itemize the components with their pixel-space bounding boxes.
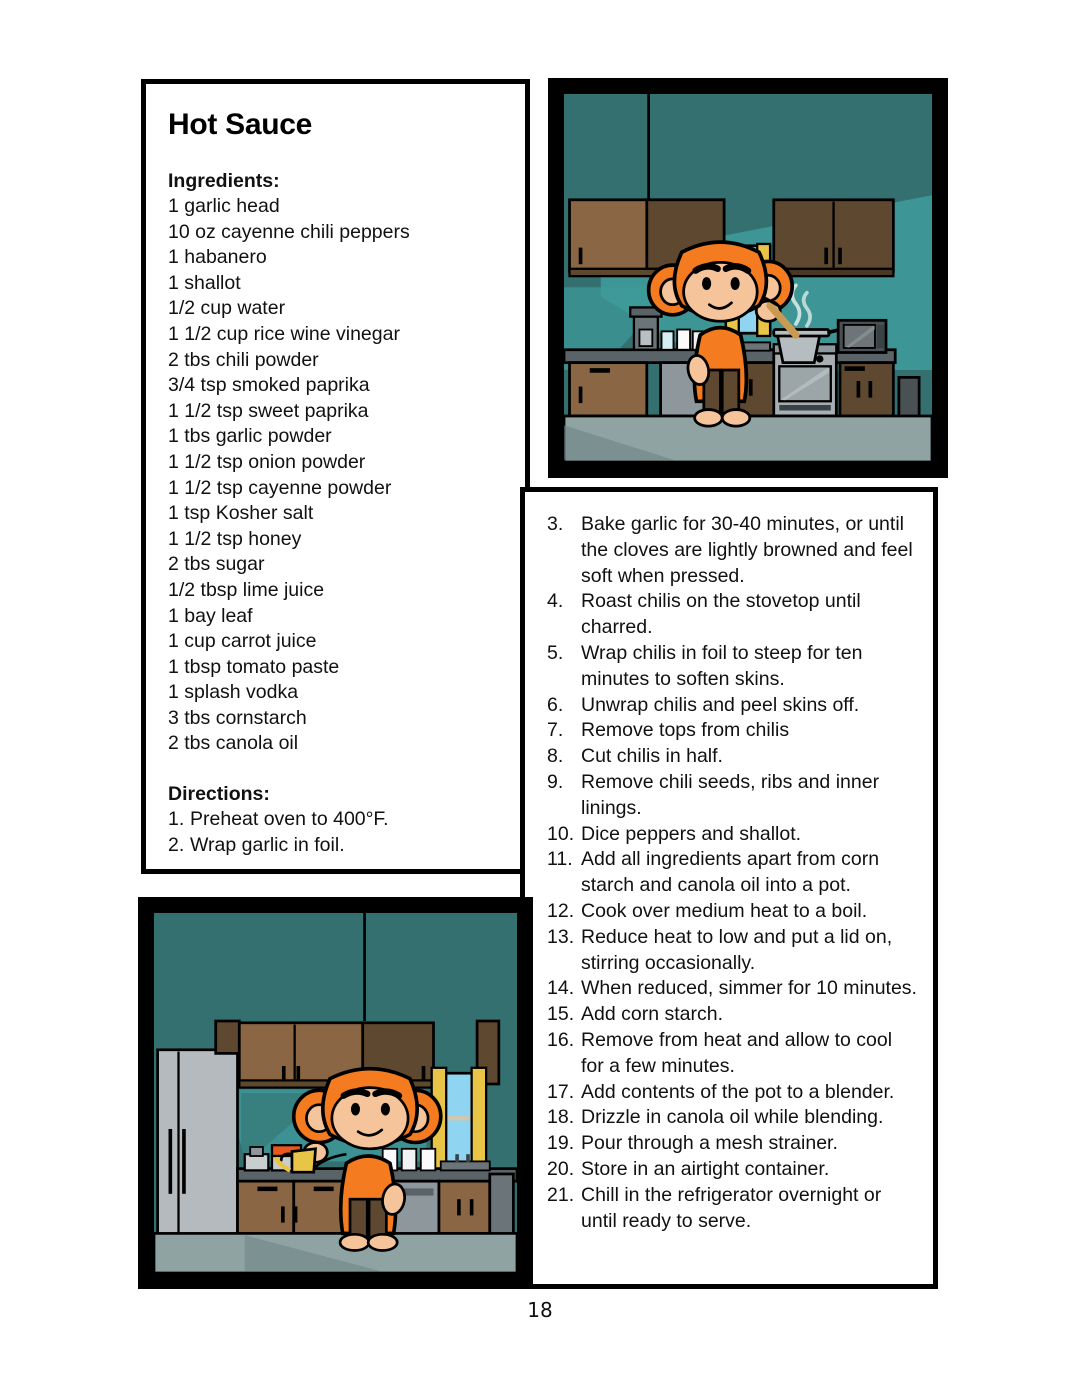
direction-item — [547, 899, 919, 925]
direction-item — [547, 1183, 919, 1235]
direction-item — [547, 512, 919, 589]
directions-panel — [520, 487, 938, 1289]
direction-text: Wrap garlic in foil. — [190, 833, 345, 856]
ingredient-item: 2 tbs chili powder — [168, 348, 319, 371]
ingredient-item: 2 tbs canola oil — [168, 732, 299, 755]
direction-text: Add corn starch. — [581, 1003, 723, 1026]
direction-item — [168, 807, 503, 833]
direction-item — [547, 976, 919, 1002]
ingredient-item: 1 shallot — [168, 271, 241, 294]
direction-text: Cook over medium heat to a boil. — [581, 899, 868, 922]
direction-number: 20. — [547, 1157, 575, 1180]
direction-text: Reduce heat to low and put a lid on, stirring occasionally. — [581, 925, 893, 974]
ingredient-item: 1 tbsp tomato paste — [168, 655, 340, 678]
direction-item — [547, 847, 919, 899]
direction-item — [547, 822, 919, 848]
page-title: Hot Sauce — [168, 108, 313, 141]
direction-number: 7. — [547, 719, 564, 742]
direction-text: Chill in the refrigerator overnight or until ready to serve. — [581, 1183, 882, 1232]
direction-item — [547, 589, 919, 641]
directions-list — [547, 512, 919, 1234]
direction-text: Remove chili seeds, ribs and inner linings. — [581, 770, 880, 819]
monkey-measuring-cup-illustration — [154, 913, 517, 1273]
direction-number: 12. — [547, 899, 575, 922]
ingredient-item: 1 bay leaf — [168, 604, 253, 627]
direction-text: Cut chilis in half. — [581, 745, 723, 768]
kitchen-scene-counter — [151, 910, 520, 1276]
direction-text: Pour through a mesh strainer. — [581, 1132, 838, 1155]
direction-item — [547, 693, 919, 719]
ingredient-item: 1 garlic head — [168, 195, 280, 217]
ingredients-heading: Ingredients: — [168, 170, 280, 192]
direction-text: Remove tops from chilis — [581, 719, 790, 742]
directions-list-start — [168, 807, 503, 858]
ingredients-list — [168, 194, 503, 757]
ingredient-item: 1/2 tbsp lime juice — [168, 578, 325, 601]
direction-item — [547, 641, 919, 693]
direction-item — [547, 1105, 919, 1131]
direction-number: 19. — [547, 1132, 575, 1155]
ingredient-item: 1/2 cup water — [168, 297, 286, 320]
direction-text: When reduced, simmer for 10 minutes. — [581, 977, 917, 1000]
direction-number: 16. — [547, 1028, 575, 1051]
direction-text: Remove from heat and allow to cool for a few minutes. — [581, 1028, 893, 1077]
direction-number: 3. — [547, 513, 564, 535]
direction-text: Preheat oven to 400°F. — [190, 808, 389, 831]
direction-number: 6. — [547, 693, 564, 716]
recipe-text-panel — [141, 79, 530, 874]
ingredient-item: 1 1/2 cup rice wine vinegar — [168, 322, 400, 345]
direction-number: 9. — [547, 770, 564, 793]
illustration-bottom — [138, 897, 533, 1289]
direction-item — [547, 770, 919, 822]
direction-text: Drizzle in canola oil while blending. — [581, 1106, 884, 1129]
direction-number: 10. — [547, 822, 575, 845]
kitchen-scene-stove — [561, 91, 935, 465]
ingredient-item: 1 splash vodka — [168, 681, 299, 704]
ingredient-item: 2 tbs sugar — [168, 553, 265, 576]
direction-item — [547, 718, 919, 744]
direction-number: 21. — [547, 1183, 575, 1206]
direction-text: Add contents of the pot to a blender. — [581, 1080, 895, 1103]
ingredient-item: 10 oz cayenne chili peppers — [168, 220, 410, 243]
direction-item — [547, 744, 919, 770]
direction-text: Store in an airtight container. — [581, 1157, 830, 1180]
direction-text: Dice peppers and shallot. — [581, 822, 802, 845]
direction-number: 5. — [547, 641, 564, 664]
directions-heading: Directions: — [168, 783, 270, 806]
direction-number: 13. — [547, 925, 575, 948]
direction-number: 17. — [547, 1080, 575, 1103]
monkey-stirring-pot-illustration — [564, 94, 932, 462]
direction-text: Wrap chilis in foil to steep for ten minutes to soften skins. — [581, 641, 863, 690]
direction-text: Unwrap chilis and peel skins off. — [581, 693, 860, 716]
direction-item — [547, 925, 919, 977]
ingredient-item: 1 tsp Kosher salt — [168, 502, 314, 525]
direction-item — [547, 1002, 919, 1028]
ingredient-item: 3 tbs cornstarch — [168, 706, 307, 729]
direction-number: 18. — [547, 1106, 575, 1129]
direction-item — [547, 1131, 919, 1157]
direction-number: 2. — [168, 833, 185, 856]
direction-item — [168, 833, 503, 859]
ingredient-item: 1 1/2 tsp sweet paprika — [168, 399, 369, 422]
direction-number: 11. — [547, 848, 573, 871]
ingredient-item: 1 1/2 tsp onion powder — [168, 450, 366, 473]
ingredient-item: 1 1/2 tsp honey — [168, 527, 302, 550]
direction-number: 15. — [547, 1003, 575, 1026]
ingredient-item: 1 cup carrot juice — [168, 630, 317, 653]
ingredient-item: 3/4 tsp smoked paprika — [168, 374, 370, 397]
direction-number: 1. — [168, 808, 185, 831]
direction-text: Bake garlic for 30-40 minutes, or until the cloves are lightly browned and feel soft when pressed. — [581, 513, 913, 587]
ingredient-item: 1 1/2 tsp cayenne powder — [168, 476, 392, 499]
page-number: 18 — [527, 1298, 553, 1322]
direction-text: Add all ingredients apart from corn starch and canola oil into a pot. — [581, 848, 880, 897]
direction-item — [547, 1157, 919, 1183]
direction-number: 14. — [547, 977, 575, 1000]
direction-number: 4. — [547, 590, 564, 613]
direction-text: Roast chilis on the stovetop until charred. — [581, 590, 861, 639]
direction-number: 8. — [547, 745, 564, 768]
direction-item — [547, 1028, 919, 1080]
ingredient-item: 1 tbs garlic powder — [168, 425, 332, 448]
direction-item — [547, 1080, 919, 1106]
illustration-top — [548, 78, 948, 478]
ingredient-item: 1 habanero — [168, 246, 267, 269]
